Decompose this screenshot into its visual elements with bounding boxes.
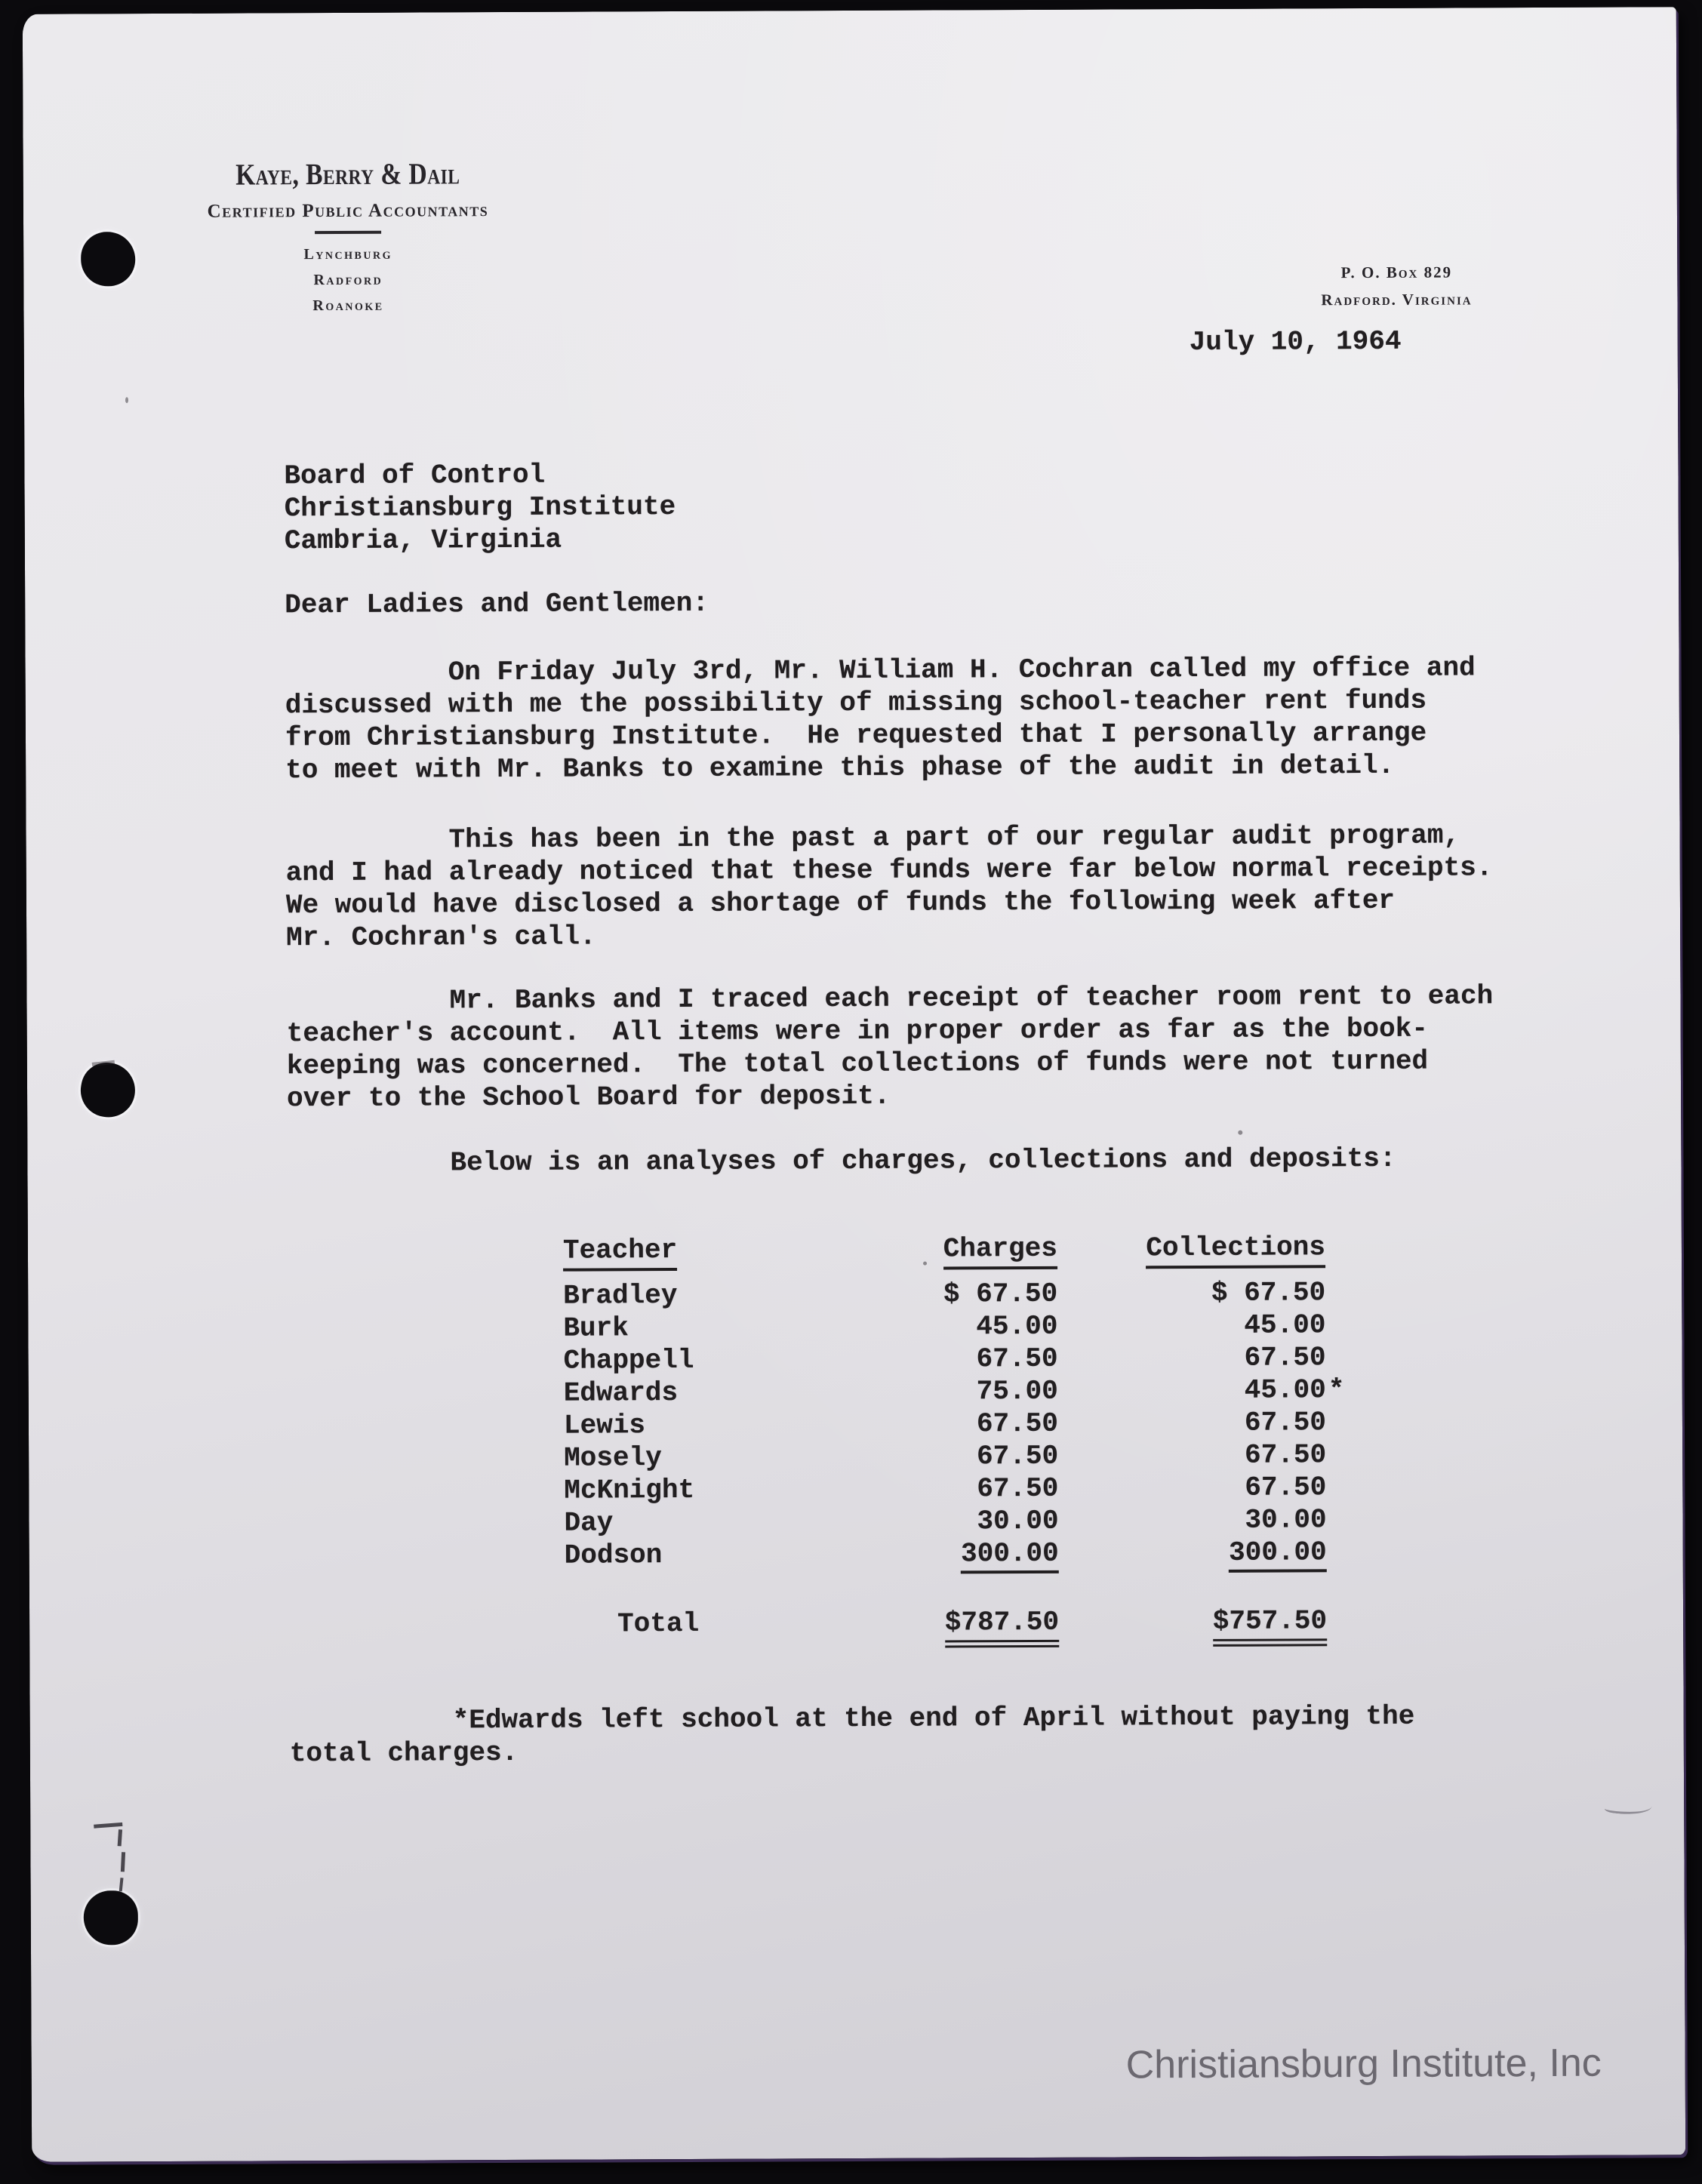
watermark-christiansburg-institute: Christiansburg Institute, Inc: [1125, 2041, 1602, 2087]
table-row: [29, 1534, 1683, 1574]
cell-collections: 45.00: [1244, 1374, 1326, 1406]
cell-teacher: Mosely: [564, 1442, 662, 1474]
paragraph-3: Mr. Banks and I traced each receipt of teacher room rent to each teacher's account. All items were in proper order as far as the book- keeping was concerned. The total collections of funds were not turned over to the School Board for deposit.: [286, 980, 1494, 1115]
paragraph-2: This has been in the past a part of our regular audit program, and I had already noticed that these funds were far below normal receipts. We would have disclosed a shortage of funds the following week after Mr. Cochran's call.: [285, 820, 1493, 954]
cell-teacher: Edwards: [563, 1377, 679, 1409]
cell-charges: 67.50: [977, 1472, 1059, 1505]
header-collections: Collections: [1061, 1231, 1325, 1265]
header-charges: Charges: [793, 1232, 1057, 1266]
firm-subtitle: Certified Public Accountants: [207, 200, 489, 222]
charges-collections-table: [23, 7, 1685, 2162]
total-collections: $757.50: [1063, 1604, 1327, 1638]
cell-teacher: McKnight: [564, 1474, 695, 1506]
footnote-asterisk: *: [1328, 1374, 1345, 1406]
letter-page: [23, 7, 1685, 2162]
cell-collections: 67.50: [1245, 1472, 1327, 1503]
cell-teacher: Bradley: [563, 1280, 678, 1312]
cell-charges: 45.00: [976, 1310, 1058, 1343]
cell-teacher: Burk: [563, 1312, 629, 1344]
cell-teacher: Chappell: [563, 1344, 694, 1377]
cell-collections: 67.50: [1245, 1439, 1327, 1471]
cell-charges: $ 67.50: [943, 1278, 1058, 1310]
total-label: Total: [617, 1607, 700, 1640]
cell-charges: 67.50: [977, 1440, 1059, 1472]
cell-teacher: Dodson: [564, 1540, 663, 1571]
cell-collections: 30.00: [1245, 1504, 1327, 1536]
letterhead-city-roanoke: Roanoke: [312, 297, 384, 315]
footnote: *Edwards left school at the end of April without paying the total charges.: [289, 1700, 1415, 1770]
total-charges: $787.50: [795, 1606, 1059, 1640]
scan-speck: [923, 1262, 927, 1266]
cell-charges: 300.00: [795, 1537, 1059, 1571]
hole-punch-bottom: [84, 1890, 138, 1945]
table-intro-line: Below is an analyses of charges, collections and deposits:: [287, 1143, 1396, 1180]
cell-teacher: Lewis: [563, 1410, 646, 1441]
cell-charges: 30.00: [977, 1505, 1059, 1537]
firm-name: Kaye, Berry & Dail: [235, 156, 460, 192]
cell-collections: 67.50: [1244, 1407, 1327, 1438]
letterhead-city-radford: Radford: [313, 271, 383, 289]
table-total-row: [29, 1603, 1683, 1643]
hole-punch-top: [81, 232, 135, 286]
cell-collections: 300.00: [1063, 1536, 1327, 1570]
scan-speck: [1238, 1130, 1242, 1135]
cell-collections: 67.50: [1244, 1342, 1326, 1373]
po-box-line: P. O. Box 829: [1340, 263, 1453, 282]
recipient-address: Board of Control Christiansburg Institute Cambria, Virginia: [284, 459, 676, 557]
cell-charges: 75.00: [976, 1375, 1058, 1407]
table-header-row: [28, 1229, 1682, 1269]
cell-charges: 67.50: [976, 1407, 1059, 1440]
letter-date: July 10, 1964: [1189, 325, 1402, 358]
cell-collections: 45.00: [1244, 1309, 1326, 1341]
paragraph-1: On Friday July 3rd, Mr. William H. Cochran called my office and discussed with me the possibility of missing school-teacher rent funds from Christiansburg Institute. He requested that I personally arrange to meet with Mr. Banks to examine this phase of the audit in detail.: [285, 652, 1476, 786]
letterhead-city-lynchburg: Lynchburg: [303, 245, 392, 263]
cell-collections: $ 67.50: [1211, 1277, 1326, 1309]
cell-teacher: Day: [564, 1507, 614, 1539]
firm-location-line: Radford. Virginia: [1321, 290, 1473, 309]
salutation: Dear Ladies and Gentlemen:: [285, 587, 709, 621]
header-teacher: Teacher: [563, 1234, 677, 1267]
scan-speck: [125, 397, 128, 403]
cell-charges: 67.50: [976, 1343, 1058, 1375]
